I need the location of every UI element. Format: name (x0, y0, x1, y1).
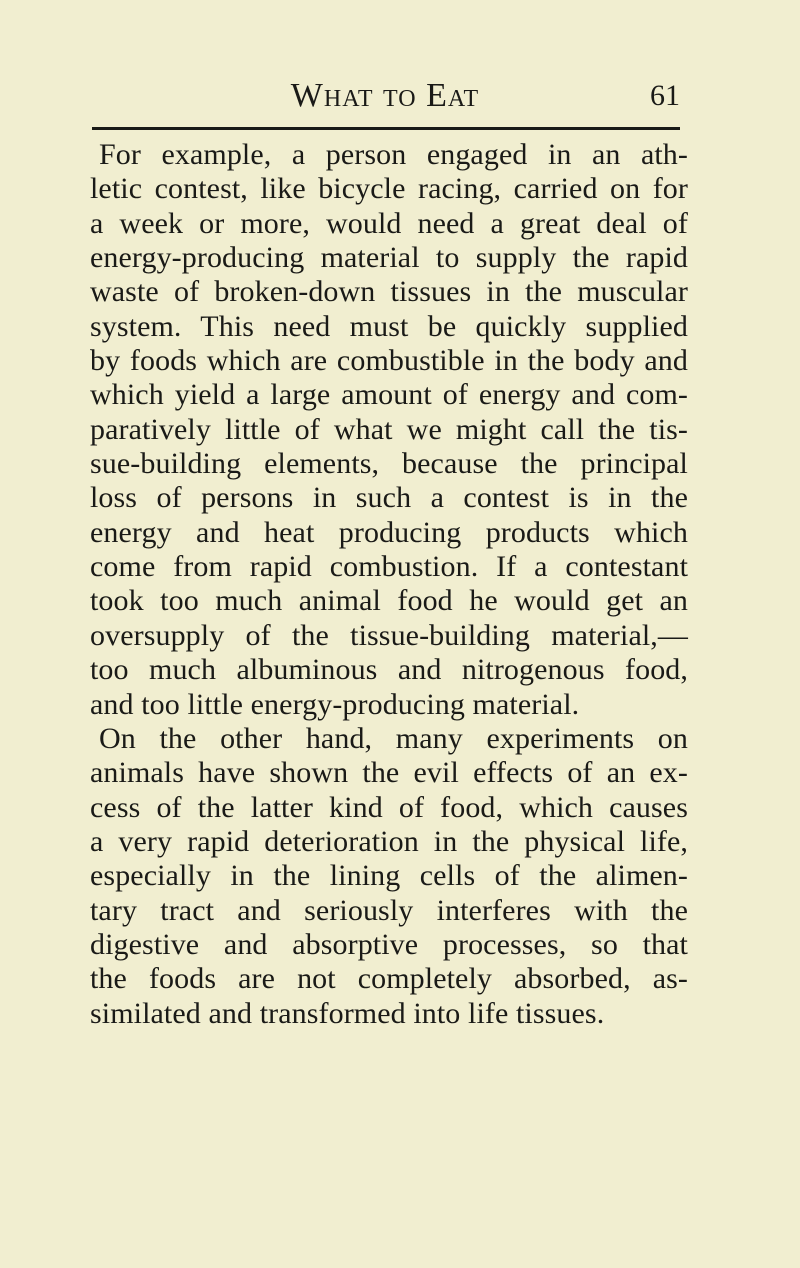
text-line: a week or more, would need a great deal of (90, 206, 688, 240)
body-text (90, 138, 688, 1031)
text-line: a very rapid deterioration in the physical life, (90, 824, 688, 858)
text-line: sue-building elements, because the principal (90, 447, 688, 481)
text-line: the foods are not completely absorbed, as- (90, 962, 688, 996)
text-line: On the other hand, many experiments on (99, 721, 688, 755)
text-line: energy and heat producing products which (90, 515, 688, 549)
page-number: 61 (650, 79, 680, 112)
text-line: tary tract and seriously interferes with the (90, 893, 688, 927)
text-line: which yield a large amount of energy and com- (90, 378, 688, 412)
text-line: animals have shown the evil effects of an ex- (90, 756, 688, 790)
text-line: and too little energy-producing material. (90, 687, 580, 721)
running-title: What to Eat (290, 77, 480, 114)
text-line: system. This need must be quickly supplied (90, 309, 688, 343)
text-line: took too much animal food he would get an (90, 584, 688, 618)
text-line: waste of broken-down tissues in the muscular (90, 275, 688, 309)
text-line: letic contest, like bicycle racing, carried on for (90, 172, 688, 206)
text-line: energy-producing material to supply the rapid (90, 241, 688, 275)
text-line: oversupply of the tissue-building material,— (90, 618, 688, 652)
text-line: too much albuminous and nitrogenous food, (90, 653, 688, 687)
page-header (90, 76, 680, 126)
text-line: especially in the lining cells of the alimen- (90, 859, 688, 893)
header-rule (92, 127, 680, 130)
text-line: by foods which are combustible in the body and (90, 344, 688, 378)
text-line: come from rapid combustion. If a contestant (90, 550, 688, 584)
text-line: digestive and absorptive processes, so that (90, 927, 688, 961)
text-line: loss of persons in such a contest is in the (90, 481, 688, 515)
text-line: similated and transformed into life tissues. (90, 996, 605, 1030)
text-line: paratively little of what we might call the tis- (90, 412, 688, 446)
text-line: For example, a person engaged in an ath- (99, 138, 688, 171)
text-line: cess of the latter kind of food, which causes (90, 790, 688, 824)
